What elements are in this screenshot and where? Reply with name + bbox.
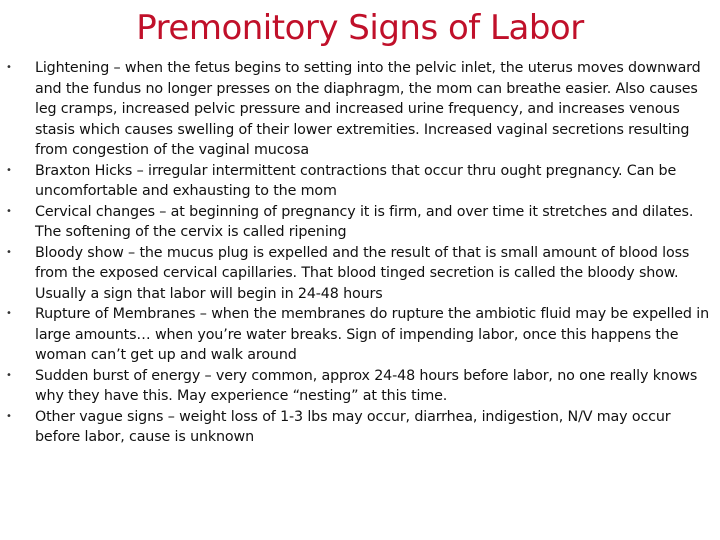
bullet-icon: • xyxy=(6,369,12,381)
bullet-item-bloody-show xyxy=(0,243,720,305)
slide-title: Premonitory Signs of Labor xyxy=(136,8,584,48)
bullet-item-burst-of-energy xyxy=(0,366,720,407)
bullet-text: Other vague signs – weight loss of 1-3 lbs may occur, diarrhea, indigestion, N/V may occur before labor, cause is unknown xyxy=(35,408,671,445)
bullet-icon: • xyxy=(6,246,12,258)
bullet-icon: • xyxy=(6,205,12,217)
bullet-text: Cervical changes – at beginning of pregnancy it is firm, and over time it stretches and dilates. The softening of the cervix is called ripening xyxy=(35,203,694,240)
bullet-text: Bloody show – the mucus plug is expelled and the result of that is small amount of blood loss from the exposed cervical capillaries. That blood tinged secretion is called the bloody show. Usually a sign that labor will begin in 24-48 hours xyxy=(35,244,690,302)
bullet-item-other-vague-signs xyxy=(0,407,720,448)
bullet-item-braxton-hicks xyxy=(0,161,720,202)
bullet-text: Rupture of Membranes – when the membranes do rupture the ambiotic fluid may be expelled in large amounts… when you’re water breaks. Sign of impending labor, once this happens the woman can’t get up and walk around xyxy=(35,306,709,363)
bullet-item-cervical-changes xyxy=(0,202,720,243)
bullet-icon: • xyxy=(6,164,12,176)
bullet-text: Braxton Hicks – irregular intermittent contractions that occur thru ought pregnancy. Can be uncomfortable and exhausting to the mom xyxy=(35,162,677,199)
bullet-list xyxy=(0,58,720,448)
bullet-icon: • xyxy=(6,410,12,422)
bullet-icon: • xyxy=(6,308,12,319)
bullet-text: Lightening – when the fetus begins to setting into the pelvic inlet, the uterus moves downward and the fundus no longer presses on the diaphragm, the mom can breathe easier. Also causes leg cramps, increased pelvic pressure and increased urine frequency, and increases venous stasis which causes swelling of their lower extremities. Increased vaginal secretions resulting from congestion of the vaginal mucosa xyxy=(35,60,701,158)
bullet-icon: • xyxy=(6,62,12,73)
bullet-text: Sudden burst of energy – very common, approx 24-48 hours before labor, no one really knows why they have this. May experience “nesting” at this time. xyxy=(35,367,698,404)
bullet-item-lightening xyxy=(0,58,720,161)
bullet-item-rupture-of-membranes xyxy=(0,304,720,366)
